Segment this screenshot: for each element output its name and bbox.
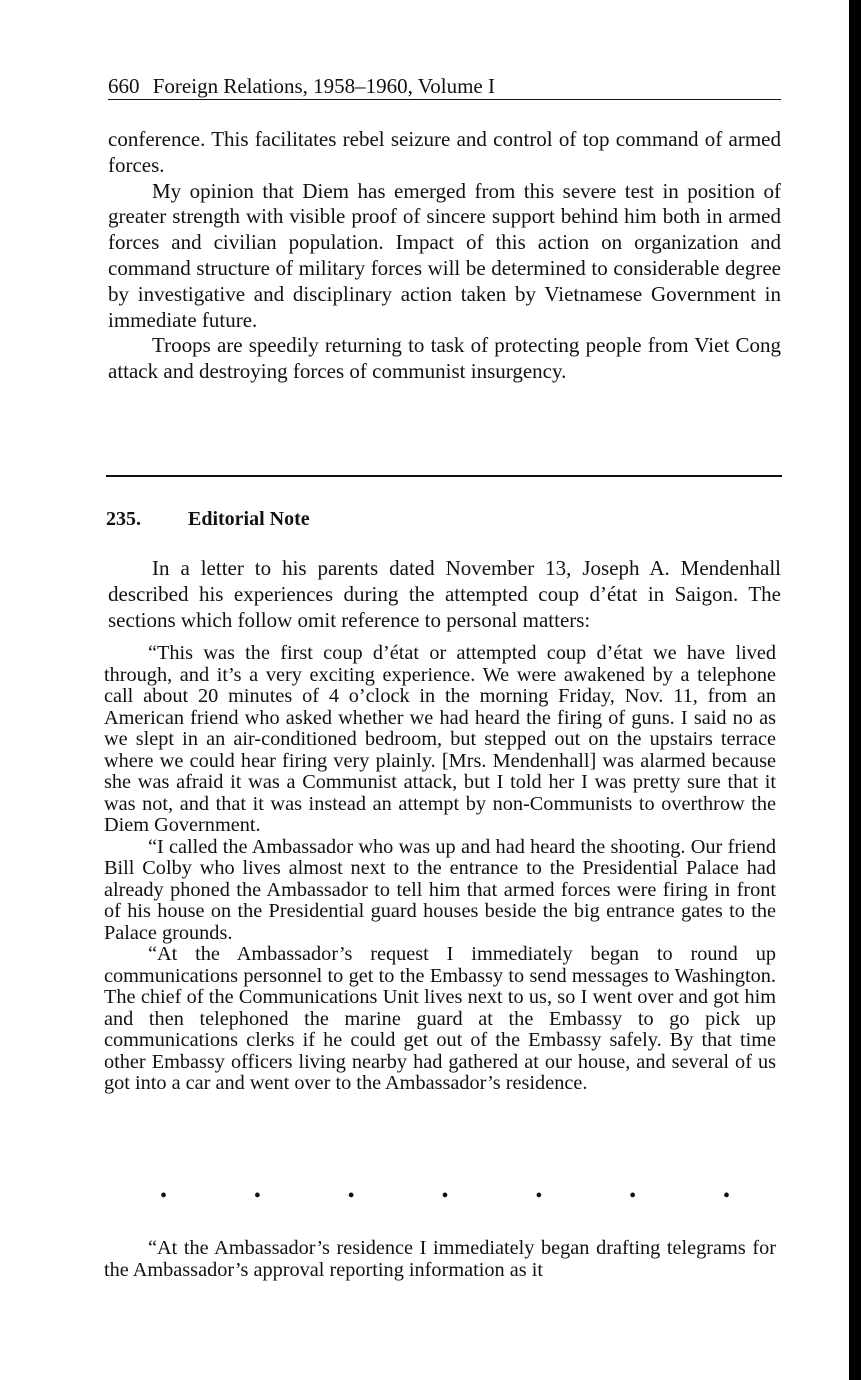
continuation-paragraph: My opinion that Diem has emerged from this severe test in position of greater strength with visible proof of sincere support behind him both in armed forces and civilian population. Impact of this action on organization and command structure of military forces will be determined to considerable degree by investigative and disciplinary action taken by Vietnamese Government in immediate future. (108, 178, 781, 332)
section-title: Editorial Note (188, 508, 310, 530)
quote-paragraph: “I called the Ambassador who was up and had heard the shooting. Our friend Bill Colby who lives almost next to the entrance to the Presidential Palace had already phoned the Ambassador to tell him that armed forces were firing in front of his house on the Presidential guard houses beside the big entrance gates to the Palace grounds. (104, 835, 776, 944)
section-number: 235. (106, 508, 141, 530)
continuation-paragraph: Troops are speedily returning to task of protecting people from Viet Cong attack and destroying forces of communist insurgency. (108, 333, 781, 384)
section-divider (106, 475, 782, 477)
ellipsis-dot: • (253, 1185, 261, 1207)
quote-paragraph: “At the Ambassador’s request I immediately began to round up communications personnel to get to the Embassy to send messages to Washington. The chief of the Communications Unit lives next to us, so I went over and got him and then telephoned the marine guard at the Embassy to go pick up communications clerks if he could get out of the Embassy safely. By that time other Embassy officers living nearby had gathered at our house, and several of us got into a car and went over to the Ambassador’s residence. (104, 943, 776, 1094)
letter-excerpt-continued (104, 1238, 776, 1281)
omission-ellipsis (160, 1186, 730, 1206)
continuation-text (108, 127, 781, 385)
ellipsis-dot: • (160, 1185, 168, 1207)
intro-paragraph (108, 556, 781, 633)
ellipsis-dot: • (441, 1185, 449, 1207)
ellipsis-dot: • (347, 1185, 355, 1207)
section-heading (106, 508, 310, 531)
quote-paragraph: “This was the first coup d’état or attempted coup d’état we have lived through, and it’s a very exciting experience. We were awakened by a telephone call about 20 minutes of 4 o’clock in the morning Friday, Nov. 11, from an American friend who asked whether we had heard the firing of guns. I said no as we slept in an air-conditioned bedroom, but stepped out on the upstairs terrace where we could hear firing very plainly. [Mrs. Mendenhall] was alarmed because she was afraid it was a Communist attack, but I told her I was pretty sure that it was not, and that it was instead an attempt by non-Communists to overthrow the Diem Government. (104, 642, 776, 836)
continuation-paragraph: conference. This facilitates rebel seizure and control of top command of armed forces. (108, 127, 781, 177)
page-number: 660 (108, 74, 140, 98)
quote-paragraph: “At the Ambassador’s residence I immediately began drafting telegrams for the Ambassador’s approval reporting information as it (104, 1237, 776, 1281)
ellipsis-dot: • (629, 1185, 637, 1207)
page-edge (849, 0, 861, 1380)
running-title: Foreign Relations, 1958–1960, Volume I (152, 74, 495, 98)
ellipsis-dot: • (722, 1185, 730, 1207)
ellipsis-dot: • (535, 1185, 543, 1207)
running-header (108, 74, 781, 100)
letter-excerpt (104, 643, 776, 1095)
intro-text: In a letter to his parents dated November 13, Joseph A. Mendenhall described his experiences during the attempted coup d’état in Saigon. The sections which follow omit reference to personal matters: (108, 556, 781, 632)
